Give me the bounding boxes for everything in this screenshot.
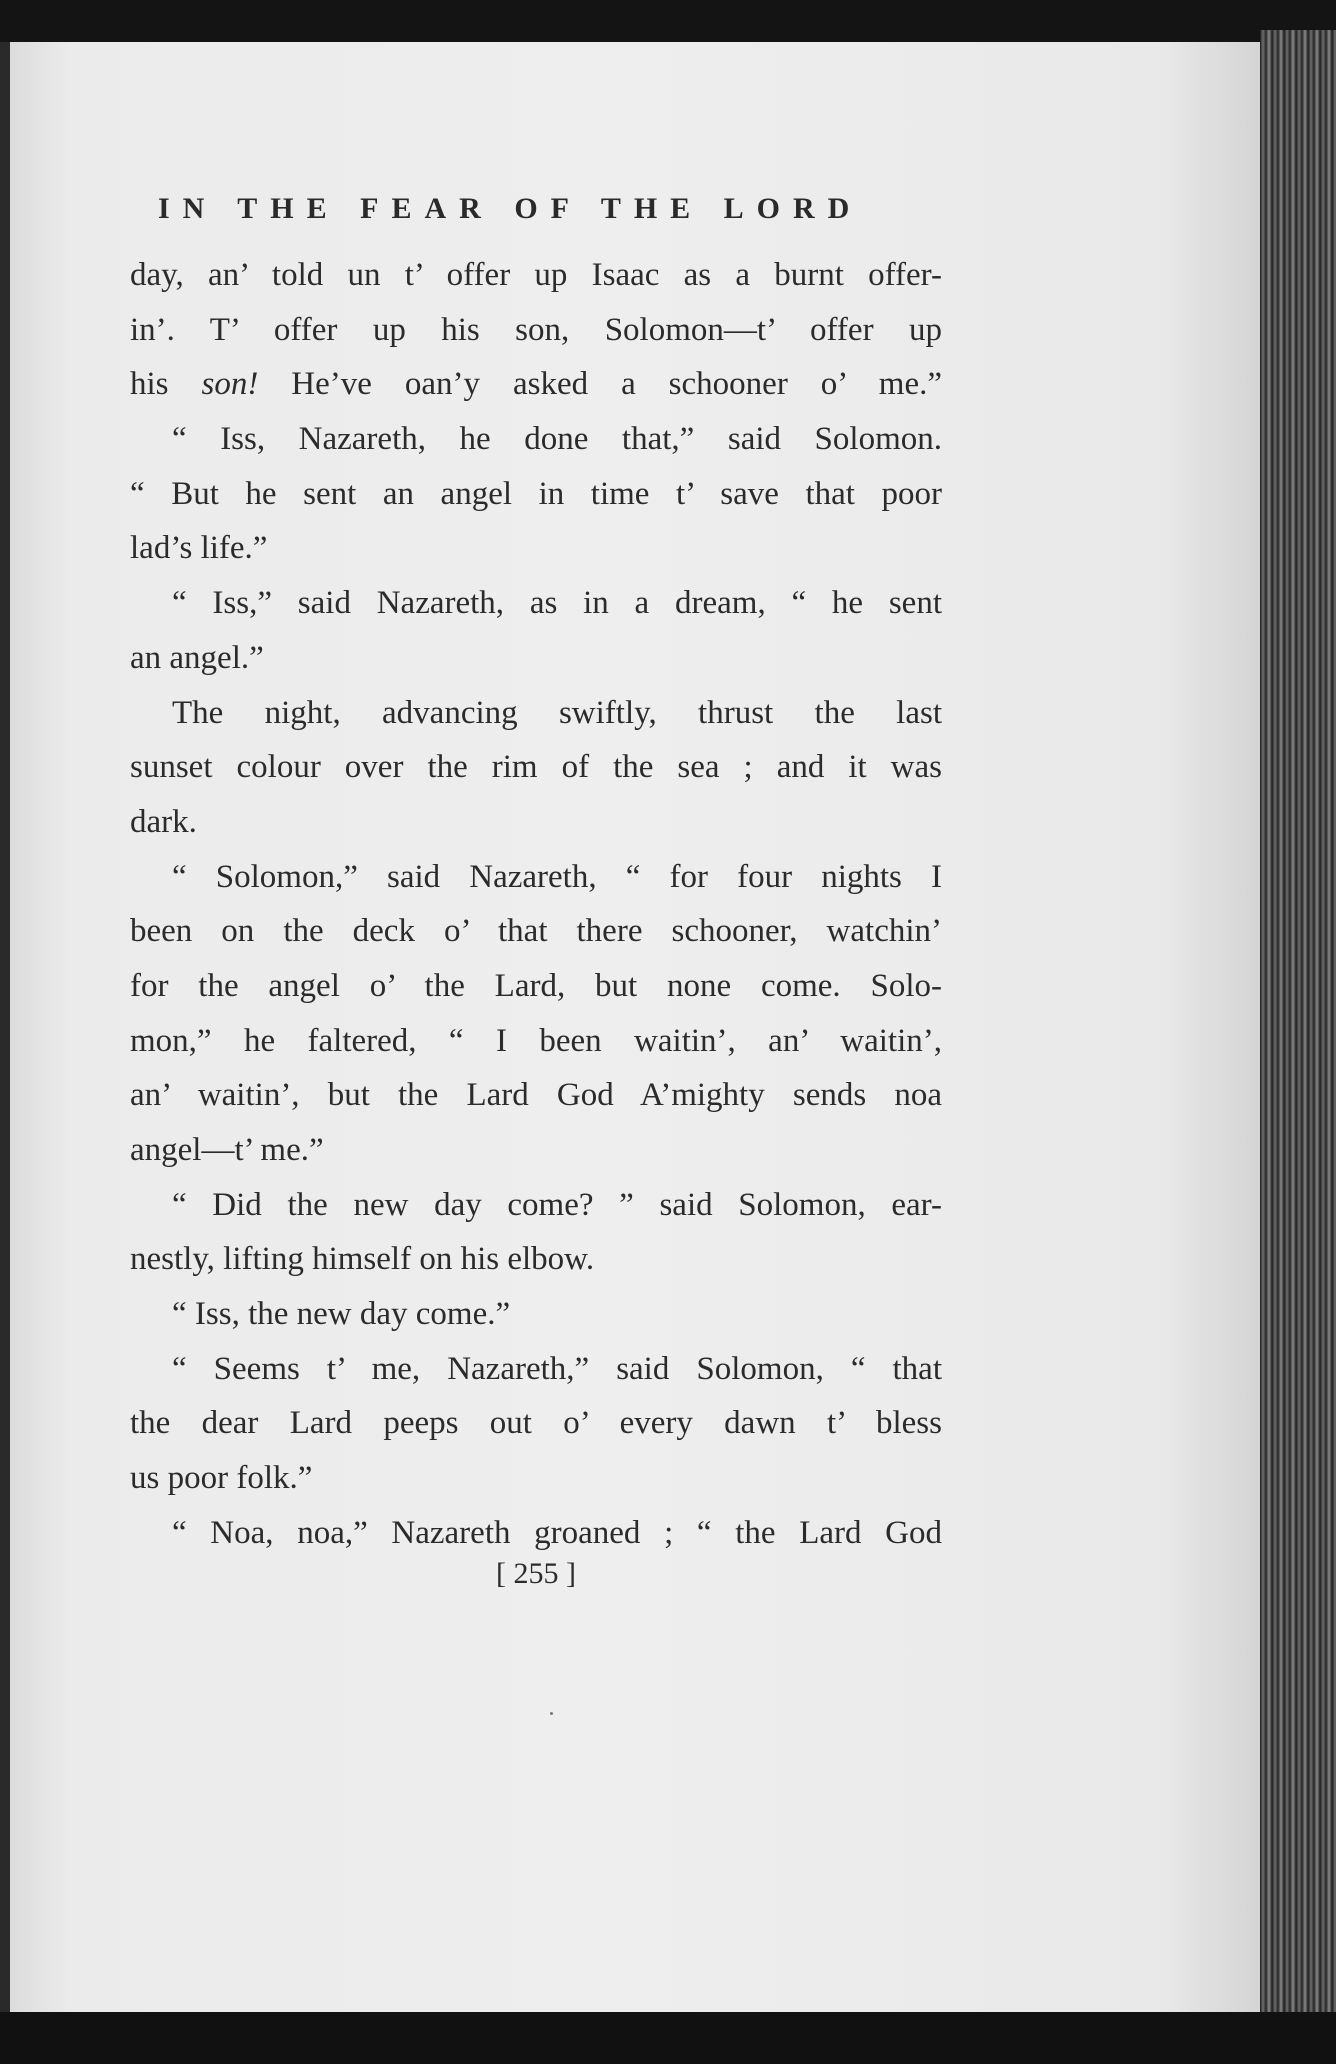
text-segment: He’ve oan’y asked a schooner o’ me.” — [258, 366, 942, 403]
text-line: been on the deck o’ that there schooner, watchin’ — [130, 913, 942, 950]
dust-speck — [550, 1712, 553, 1715]
text-line: dark. — [130, 803, 197, 840]
text-line: day, an’ told un t’ offer up Isaac as a burnt offer- — [130, 257, 942, 293]
text-line: nestly, lifting himself on his elbow. — [130, 1241, 595, 1278]
bottom-shadow — [0, 2012, 1336, 2064]
text-line: an angel.” — [130, 639, 264, 676]
left-shadow — [0, 42, 10, 2012]
text-line: “ Iss, Nazareth, he done that,” said Solomon. — [172, 421, 942, 458]
page-edges — [1260, 30, 1336, 2025]
text-line: “ Seems t’ me, Nazareth,” said Solomon, “ that — [172, 1350, 942, 1387]
text-line: The night, advancing swiftly, thrust the last — [172, 694, 942, 731]
body-text — [130, 248, 942, 1561]
text-line: “ Noa, noa,” Nazareth groaned ; “ the Lard God — [172, 1514, 942, 1551]
text-line: the dear Lard peeps out o’ every dawn t’ bless — [130, 1405, 942, 1442]
text-line: angel—t’ me.” — [130, 1132, 324, 1168]
text-segment: his — [130, 366, 202, 403]
italic-word: son! — [201, 366, 259, 403]
text-line: “ But he sent an angel in time t’ save that poor — [130, 475, 942, 512]
text-line: “ Iss, the new day come.” — [172, 1296, 511, 1333]
text-line: lad’s life.” — [130, 530, 268, 567]
text-line — [130, 357, 942, 412]
running-head: IN THE FEAR OF THE LORD — [158, 192, 863, 225]
text-line: in’. T’ offer up his son, Solomon—t’ offer up — [130, 311, 942, 348]
text-line: an’ waitin’, but the Lard God A’mighty sends noa — [130, 1077, 942, 1114]
text-line: “ Iss,” said Nazareth, as in a dream, “ he sent — [172, 585, 942, 622]
text-line: us poor folk.” — [130, 1460, 313, 1497]
text-line: for the angel o’ the Lard, but none come. Solo- — [130, 967, 942, 1004]
text-line: “ Solomon,” said Nazareth, “ for four nights I — [172, 858, 942, 895]
text-line: sunset colour over the rim of the sea ; and it was — [130, 749, 942, 786]
text-line: “ Did the new day come? ” said Solomon, ear- — [172, 1186, 942, 1223]
page-number: [ 255 ] — [496, 1557, 576, 1590]
text-line: mon,” he faltered, “ I been waitin’, an’ waitin’, — [130, 1022, 942, 1059]
